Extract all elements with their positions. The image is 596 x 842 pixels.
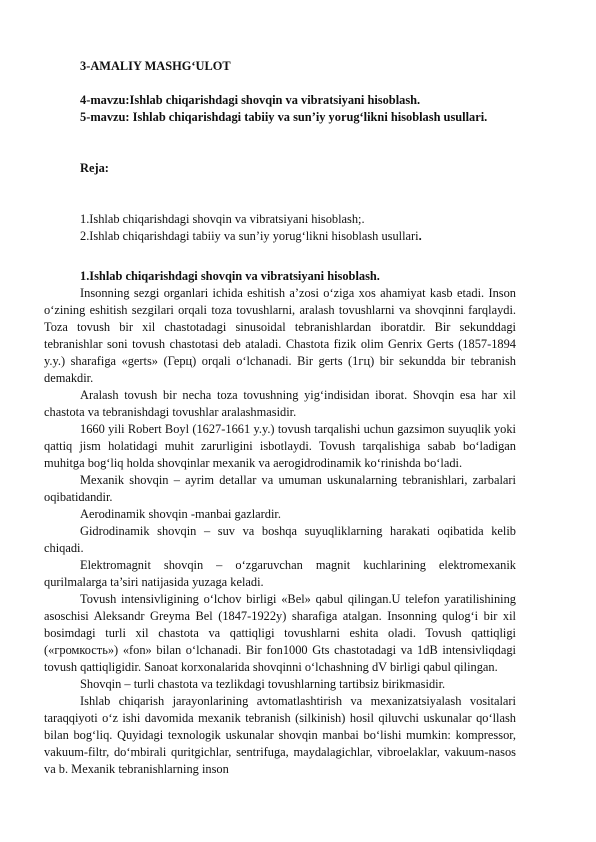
- plan-item-2: [80, 228, 516, 245]
- body-paragraph: Tovush intensivligining o‘lchov birligi «Bel» qabul qilingan.U telefon yaratilishining asoschisi Aleksandr Greyma Bel (1847-1922y) sharafiga atalgan. Insonning qulog‘i bir xil bosimdagi turli xil chastota va qattiqligi tovushlarni eshita oladi. Tovush qattiqligi («громкость») «fon» bilan o‘lchanadi. Bir fon1000 Gts chastotadagi va 1dB intensivliqdagi tovush qattiqligidir. Sanoat korxonalarida shovqinni o‘lchashning dV birligi qabul qilingan.: [44, 592, 516, 674]
- plan-item-2-terminal: .: [418, 229, 422, 243]
- plan-item-1: 1.Ishlab chiqarishdagi shovqin va vibratsiyani hisoblash;.: [80, 212, 365, 226]
- plan-item-2-text: 2.Ishlab chiqarishdagi tabiiy va sun’iy yorug‘likni hisoblash usullari: [80, 229, 419, 243]
- body-paragraph: Aralash tovush bir necha toza tovushning yig‘indisidan iborat. Shovqin esa har xil chastota va tebranishdagi tovushlar aralashmasidir.: [44, 388, 516, 419]
- body-paragraph: Shovqin – turli chastota va tezlikdagi tovushlarning tartibsiz birikmasidir.: [80, 677, 446, 691]
- body-paragraph: Elektromagnit shovqin – o‘zgaruvchan magnit kuchlarining elektromexanik qurilmalarga ta’siri natijasida yuzaga keladi.: [44, 558, 516, 589]
- body-paragraph: Insonning sezgi organlari ichida eshitish a’zosi o‘ziga xos ahamiyat kasb etadi. Inson o‘zining eshitish sezgilari orqali toza tovushlarni, aralash tovushlarni va shovqinni farqlaydi. Toza tovush bir xil chastotadagi sinusoidal tebranishlardan iboratdir. Bir sekunddagi tebranishlar soni tovush chastotasi deb ataladi. Chastota fizik olim Genrix Gerts (1857-1894 y.y.) sharafiga «gerts» (Герц) orqali o‘lchanadi. Bir gerts (1гц) bir sekundda bir tebranish demakdir.: [44, 286, 516, 385]
- body-paragraph: Ishlab chiqarish jarayonlarining avtomatlashtirish va mexanizatsiyalash vositalari taraqqiyoti o‘z ishi davomida mexanik tebranish (silkinish) hosil qiluvchi uskunalar qo‘llash bilan bog‘liq. Quyidagi texnologik uskunalar shovqin manbai bo‘lishi mumkin: kompressor, vakuum-filtr, do‘mbirali quritgichlar, sentrifuga, maydalagichlar, vibroelaklar, vakuum-nasos va b. Mexanik tebranishlarning inson: [44, 694, 516, 776]
- section-1-title: 1.Ishlab chiqarishdagi shovqin va vibratsiyani hisoblash.: [80, 269, 380, 283]
- topic-5-heading: 5-mavzu: Ishlab chiqarishdagi tabiiy va sun’iy yorug‘likni hisoblash usullari.: [80, 110, 488, 124]
- practice-title: 3-AMALIY MASHG‘ULOT: [80, 59, 231, 73]
- section-1-body: [44, 285, 516, 778]
- body-paragraph: Gidrodinamik shovqin – suv va boshqa suyuqliklarning harakati oqibatida kelib chiqadi.: [44, 524, 516, 555]
- body-paragraph: Aerodinamik shovqin -manbai gazlardir.: [80, 507, 281, 521]
- topic-4-heading: 4-mavzu:Ishlab chiqarishdagi shovqin va vibratsiyani hisoblash.: [80, 93, 421, 107]
- body-paragraph: Mexanik shovqin – ayrim detallar va umuman uskunalarning tebranishlari, zarbalari oqibatidandir.: [44, 473, 516, 504]
- plan-label: Reja:: [80, 161, 109, 175]
- body-paragraph: 1660 yili Robert Boyl (1627-1661 y.y.) tovush tarqalishi uchun gazsimon suyuqlik yoki qattiq jism holatidagi muhit zarurligini isbotlaydi. Tovush tarqalishiga sabab bo‘ladigan muhitga bog‘liq holda shovqinlar mexanik va aerogidrodinamik ko‘rinishda bo‘ladi.: [44, 422, 516, 470]
